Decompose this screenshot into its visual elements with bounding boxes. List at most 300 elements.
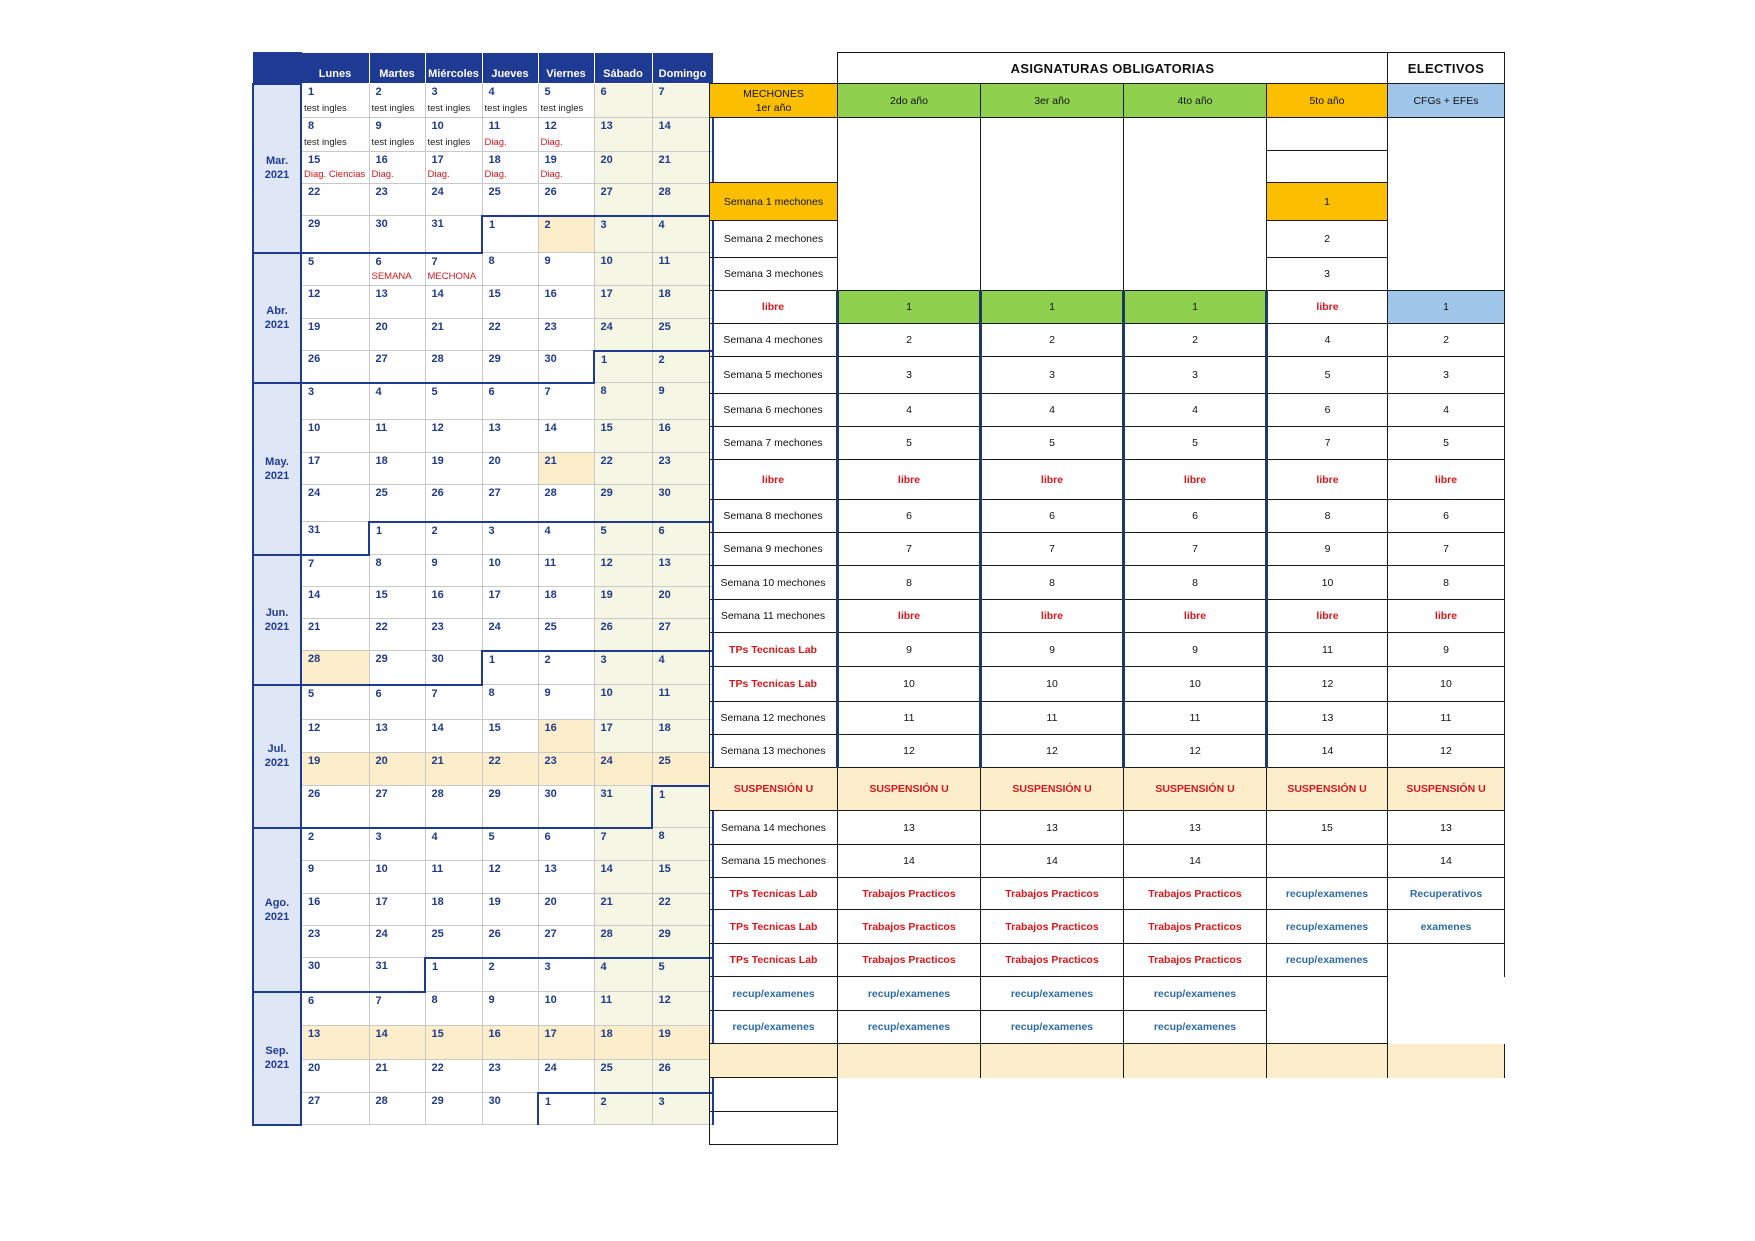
calendar-day bbox=[652, 1026, 713, 1060]
day-number: 7 bbox=[600, 830, 607, 843]
day-number: 20 bbox=[375, 321, 388, 333]
calendar-day bbox=[301, 351, 369, 383]
day-number: 21 bbox=[431, 755, 444, 767]
day-number: 23 bbox=[308, 928, 321, 940]
schedule-cell: recup/examenes bbox=[1267, 944, 1388, 977]
calendar-day bbox=[538, 926, 594, 958]
day-note: test ingles bbox=[304, 137, 347, 148]
day-number: 5 bbox=[308, 255, 315, 268]
year-header: CFGs + EFEs bbox=[1388, 84, 1505, 118]
calendar-day bbox=[652, 184, 713, 216]
day-number: 25 bbox=[658, 755, 671, 767]
calendar-day bbox=[594, 1060, 652, 1093]
day-number: 5 bbox=[431, 385, 438, 398]
calendar-day bbox=[652, 926, 713, 958]
calendar-day bbox=[652, 894, 713, 926]
weekday-header: Viernes bbox=[538, 53, 594, 84]
schedule-cell: 9 bbox=[1388, 633, 1505, 667]
day-number: 21 bbox=[431, 321, 444, 333]
day-number: 17 bbox=[308, 455, 321, 467]
group-obligatorias: ASIGNATURAS OBLIGATORIAS bbox=[838, 53, 1388, 84]
day-number: 16 bbox=[658, 422, 671, 434]
day-number: 18 bbox=[658, 722, 671, 734]
day-number: 31 bbox=[375, 960, 388, 972]
day-number: 28 bbox=[375, 1095, 388, 1107]
day-number: 6 bbox=[658, 524, 665, 537]
day-number: 22 bbox=[488, 755, 501, 767]
calendar-day bbox=[301, 485, 369, 522]
calendar-day bbox=[538, 1026, 594, 1060]
schedule-cell bbox=[981, 1044, 1124, 1078]
schedule-cell: Trabajos Practicos bbox=[838, 910, 981, 944]
calendar-day bbox=[538, 383, 594, 420]
calendar-day bbox=[594, 1093, 652, 1125]
calendar-day bbox=[369, 383, 425, 420]
schedule-cell: libre bbox=[1124, 460, 1267, 500]
schedule-cell: 5 bbox=[1388, 427, 1505, 460]
schedule-cell: Semana 10 mechones bbox=[710, 566, 838, 600]
calendar-day bbox=[652, 992, 713, 1026]
calendar-day bbox=[482, 685, 538, 720]
schedule-cell: 13 bbox=[1124, 811, 1267, 845]
schedule-cell: SUSPENSIÓN U bbox=[710, 768, 838, 811]
day-number: 16 bbox=[431, 589, 444, 601]
day-number: 3 bbox=[600, 653, 607, 666]
calendar-day bbox=[301, 753, 369, 786]
calendar-day bbox=[594, 828, 652, 861]
day-number: 10 bbox=[600, 687, 613, 699]
weekday-header: Miércoles bbox=[425, 53, 482, 84]
schedule-cell bbox=[1267, 1078, 1388, 1112]
day-number: 2 bbox=[544, 653, 551, 666]
day-number: 30 bbox=[544, 353, 557, 365]
calendar-day bbox=[369, 522, 425, 555]
schedule-cell: recup/examenes bbox=[981, 977, 1124, 1011]
calendar-day bbox=[369, 420, 425, 453]
schedule-cell: recup/examenes bbox=[710, 977, 838, 1011]
day-number: 1 bbox=[545, 1095, 552, 1108]
calendar-day bbox=[652, 587, 713, 619]
day-number: 26 bbox=[488, 928, 501, 940]
schedule-cell bbox=[1388, 118, 1505, 151]
schedule-cell bbox=[1124, 221, 1267, 258]
calendar-day bbox=[301, 619, 369, 651]
day-number: 22 bbox=[431, 1062, 444, 1074]
day-number: 19 bbox=[544, 154, 557, 166]
day-number: 29 bbox=[488, 353, 501, 365]
schedule-cell: libre bbox=[838, 600, 981, 633]
calendar-day bbox=[425, 522, 482, 555]
day-note: Diag. bbox=[540, 137, 563, 148]
day-number: 21 bbox=[600, 896, 613, 908]
day-note: Diag. bbox=[484, 137, 507, 148]
schedule-cell: 9 bbox=[1267, 533, 1388, 566]
day-number: 10 bbox=[431, 120, 444, 132]
calendar-day bbox=[482, 1026, 538, 1060]
calendar-day bbox=[594, 253, 652, 286]
calendar-day bbox=[538, 1093, 594, 1125]
calendar-day bbox=[538, 485, 594, 522]
calendar-day bbox=[425, 958, 482, 992]
calendar-day bbox=[594, 351, 652, 383]
schedule-cell: Semana 1 mechones bbox=[710, 183, 838, 221]
day-number: 11 bbox=[431, 863, 444, 875]
calendar-day bbox=[594, 383, 652, 420]
calendar-day bbox=[369, 992, 425, 1026]
calendar-day bbox=[425, 253, 482, 286]
schedule-cell bbox=[1388, 183, 1505, 221]
calendar-day bbox=[369, 685, 425, 720]
day-number: 9 bbox=[658, 385, 665, 397]
calendar-day bbox=[652, 319, 713, 351]
day-number: 24 bbox=[600, 321, 613, 333]
calendar-day bbox=[594, 319, 652, 351]
calendar-day bbox=[369, 118, 425, 152]
day-number: 30 bbox=[308, 960, 321, 972]
schedule-cell bbox=[710, 1044, 838, 1078]
schedule-cell: libre bbox=[981, 460, 1124, 500]
schedule-cell: 8 bbox=[838, 566, 981, 600]
schedule-cell: 2 bbox=[1388, 324, 1505, 357]
calendar-day bbox=[369, 720, 425, 753]
day-number: 24 bbox=[544, 1062, 557, 1074]
schedule-cell: Recuperativos bbox=[1388, 878, 1505, 910]
schedule-cell: 2 bbox=[838, 324, 981, 357]
day-number: 10 bbox=[488, 557, 501, 569]
schedule-cell bbox=[981, 1078, 1124, 1112]
day-number: 8 bbox=[488, 255, 495, 267]
day-number: 10 bbox=[544, 994, 557, 1006]
schedule-cell bbox=[1267, 151, 1388, 183]
day-number: 5 bbox=[544, 86, 551, 98]
day-number: 12 bbox=[600, 557, 613, 569]
day-number: 24 bbox=[488, 621, 501, 633]
day-number: 13 bbox=[600, 120, 613, 132]
schedule-cell: Trabajos Practicos bbox=[1124, 878, 1267, 910]
day-number: 8 bbox=[431, 994, 438, 1006]
schedule-cell: libre bbox=[838, 460, 981, 500]
day-number: 20 bbox=[308, 1062, 321, 1074]
calendar-day bbox=[538, 992, 594, 1026]
schedule-cell: Semana 14 mechones bbox=[710, 811, 838, 845]
day-number: 6 bbox=[375, 255, 382, 268]
schedule-cell bbox=[981, 221, 1124, 258]
calendar-day bbox=[425, 152, 482, 184]
calendar-day bbox=[594, 958, 652, 992]
calendar-day bbox=[301, 1060, 369, 1093]
calendar-day bbox=[482, 184, 538, 216]
day-number: 27 bbox=[308, 1095, 321, 1107]
schedule-cell bbox=[981, 183, 1124, 221]
schedule-cell: 13 bbox=[838, 811, 981, 845]
calendar-day bbox=[301, 861, 369, 894]
schedule-cell: libre bbox=[1267, 460, 1388, 500]
calendar-day bbox=[425, 555, 482, 587]
calendar-day bbox=[482, 420, 538, 453]
day-number: 2 bbox=[375, 86, 382, 98]
schedule-cell: Trabajos Practicos bbox=[1124, 944, 1267, 977]
day-number: 19 bbox=[431, 455, 444, 467]
day-number: 1 bbox=[659, 788, 666, 801]
day-number: 1 bbox=[432, 960, 439, 973]
schedule-cell bbox=[838, 1044, 981, 1078]
day-number: 1 bbox=[308, 86, 315, 98]
calendar-day bbox=[652, 786, 713, 828]
schedule-cell: libre bbox=[1267, 291, 1388, 324]
day-number: 21 bbox=[375, 1062, 388, 1074]
day-number: 2 bbox=[308, 830, 315, 843]
calendar-day bbox=[652, 118, 713, 152]
calendar-day bbox=[538, 253, 594, 286]
schedule-cell bbox=[710, 151, 838, 183]
schedule-cell: recup/examenes bbox=[710, 1011, 838, 1044]
day-number: 19 bbox=[600, 589, 613, 601]
day-number: 8 bbox=[600, 385, 607, 397]
day-number: 18 bbox=[431, 896, 444, 908]
calendar-day bbox=[482, 587, 538, 619]
schedule-cell: Trabajos Practicos bbox=[1124, 910, 1267, 944]
day-number: 23 bbox=[658, 455, 671, 467]
schedule-cell: TPs Tecnicas Lab bbox=[710, 667, 838, 702]
schedule-cell: 14 bbox=[838, 845, 981, 878]
schedule-cell: 4 bbox=[838, 394, 981, 427]
schedule-cell bbox=[1267, 977, 1388, 1011]
calendar-day bbox=[482, 522, 538, 555]
day-number: 9 bbox=[544, 687, 551, 699]
day-number: 18 bbox=[544, 589, 557, 601]
day-number: 2 bbox=[658, 353, 665, 366]
calendar-day bbox=[301, 152, 369, 184]
day-number: 3 bbox=[544, 960, 551, 973]
calendar-day bbox=[425, 619, 482, 651]
day-number: 12 bbox=[658, 994, 671, 1006]
day-number: 24 bbox=[375, 928, 388, 940]
schedule-cell: 4 bbox=[981, 394, 1124, 427]
day-number: 24 bbox=[431, 186, 444, 198]
calendar-day bbox=[482, 1060, 538, 1093]
day-number: 30 bbox=[431, 653, 444, 665]
schedule-cell: 1 bbox=[1388, 291, 1505, 324]
calendar-day bbox=[652, 861, 713, 894]
day-number: 13 bbox=[375, 722, 388, 734]
schedule-cell: Trabajos Practicos bbox=[981, 944, 1124, 977]
calendar-day bbox=[652, 420, 713, 453]
schedule-cell: 5 bbox=[1124, 427, 1267, 460]
day-number: 2 bbox=[544, 218, 551, 231]
day-number: 8 bbox=[308, 120, 315, 132]
calendar-day bbox=[301, 319, 369, 351]
calendar-day bbox=[425, 118, 482, 152]
schedule-cell: 7 bbox=[1267, 427, 1388, 460]
schedule-cell bbox=[1267, 845, 1388, 878]
day-number: 2 bbox=[488, 960, 495, 973]
calendar-day bbox=[652, 619, 713, 651]
month-label: Abr. 2021 bbox=[253, 253, 301, 383]
schedule-cell: Semana 11 mechones bbox=[710, 600, 838, 633]
calendar-day bbox=[482, 485, 538, 522]
schedule-cell: Semana 13 mechones bbox=[710, 735, 838, 768]
day-note: test ingles bbox=[371, 103, 415, 114]
day-number: 14 bbox=[544, 422, 557, 434]
day-number: 17 bbox=[488, 589, 501, 601]
schedule-cell: 7 bbox=[838, 533, 981, 566]
day-note: test ingles bbox=[371, 137, 415, 148]
calendar-day bbox=[301, 992, 369, 1026]
calendar-day bbox=[369, 84, 425, 118]
month-label: Ago. 2021 bbox=[253, 828, 301, 992]
day-number: 10 bbox=[600, 255, 613, 267]
schedule-cell bbox=[838, 1078, 981, 1112]
schedule-cell: Semana 8 mechones bbox=[710, 500, 838, 533]
calendar-day bbox=[425, 828, 482, 861]
schedule-cell: 2 bbox=[981, 324, 1124, 357]
calendar-day bbox=[482, 992, 538, 1026]
schedule-cell: 11 bbox=[1124, 702, 1267, 735]
calendar-day bbox=[301, 453, 369, 485]
schedule-cell: TPs Tecnicas Lab bbox=[710, 633, 838, 667]
day-number: 26 bbox=[544, 186, 557, 198]
day-number: 16 bbox=[544, 288, 557, 300]
schedule-cell: 14 bbox=[1124, 845, 1267, 878]
day-note: MECHONA bbox=[427, 271, 477, 282]
calendar-day bbox=[301, 1026, 369, 1060]
schedule-cell: libre bbox=[710, 460, 838, 500]
day-number: 7 bbox=[544, 385, 551, 398]
day-number: 22 bbox=[375, 621, 388, 633]
calendar-day bbox=[425, 1026, 482, 1060]
day-number: 15 bbox=[658, 863, 671, 875]
schedule-cell: 14 bbox=[1388, 845, 1505, 878]
calendar-day bbox=[482, 619, 538, 651]
day-note: SEMANA bbox=[371, 271, 412, 282]
day-number: 26 bbox=[431, 487, 444, 499]
calendar-day bbox=[482, 720, 538, 753]
day-number: 18 bbox=[600, 1028, 613, 1040]
calendar-day bbox=[425, 286, 482, 319]
calendar-day bbox=[538, 286, 594, 319]
schedule-cell: 10 bbox=[1124, 667, 1267, 702]
calendar-day bbox=[425, 216, 482, 253]
schedule-cell: libre bbox=[1388, 460, 1505, 500]
calendar-day bbox=[594, 753, 652, 786]
schedule-blank bbox=[710, 53, 838, 84]
day-number: 31 bbox=[308, 524, 321, 536]
schedule-cell: 14 bbox=[981, 845, 1124, 878]
calendar-day bbox=[652, 152, 713, 184]
day-number: 5 bbox=[600, 524, 607, 537]
calendar-day bbox=[369, 861, 425, 894]
day-note: Diag. bbox=[371, 169, 394, 180]
day-number: 14 bbox=[375, 1028, 388, 1040]
day-number: 17 bbox=[431, 154, 444, 166]
schedule-cell: 8 bbox=[1124, 566, 1267, 600]
calendar-day bbox=[482, 383, 538, 420]
day-number: 30 bbox=[658, 487, 671, 499]
calendar-day bbox=[594, 286, 652, 319]
calendar-day bbox=[538, 720, 594, 753]
schedule-cell bbox=[981, 118, 1124, 151]
day-number: 3 bbox=[488, 524, 495, 537]
day-number: 4 bbox=[488, 86, 495, 98]
calendar-day bbox=[652, 555, 713, 587]
day-number: 10 bbox=[308, 422, 321, 434]
day-number: 31 bbox=[600, 788, 613, 800]
day-number: 14 bbox=[308, 589, 321, 601]
calendar-day bbox=[594, 992, 652, 1026]
day-number: 26 bbox=[308, 353, 321, 365]
calendar-day bbox=[594, 1026, 652, 1060]
schedule-cell: 13 bbox=[1388, 811, 1505, 845]
day-number: 25 bbox=[488, 186, 501, 198]
day-number: 20 bbox=[658, 589, 671, 601]
day-number: 20 bbox=[544, 896, 557, 908]
calendar-day bbox=[538, 184, 594, 216]
schedule-cell: TPs Tecnicas Lab bbox=[710, 910, 838, 944]
schedule-cell: libre bbox=[1267, 600, 1388, 633]
day-number: 13 bbox=[658, 557, 671, 569]
day-number: 11 bbox=[488, 120, 501, 132]
day-number: 4 bbox=[658, 653, 665, 666]
calendar-day bbox=[301, 651, 369, 685]
calendar-day bbox=[482, 861, 538, 894]
day-number: 28 bbox=[308, 653, 321, 665]
day-number: 18 bbox=[375, 455, 388, 467]
calendar-day bbox=[301, 216, 369, 253]
calendar-day bbox=[594, 420, 652, 453]
calendar-day bbox=[369, 1093, 425, 1125]
calendar-day bbox=[369, 587, 425, 619]
calendar-day bbox=[482, 253, 538, 286]
day-number: 17 bbox=[375, 896, 388, 908]
calendar-day bbox=[482, 319, 538, 351]
calendar-day bbox=[538, 351, 594, 383]
calendar-day bbox=[425, 351, 482, 383]
calendar-day bbox=[538, 786, 594, 828]
day-note: test ingles bbox=[484, 103, 528, 114]
day-note: test ingles bbox=[540, 103, 584, 114]
day-number: 23 bbox=[375, 186, 388, 198]
day-number: 19 bbox=[658, 1028, 671, 1040]
day-note: Diag. bbox=[427, 169, 450, 180]
schedule-cell: 8 bbox=[1388, 566, 1505, 600]
schedule-cell: recup/examenes bbox=[838, 1011, 981, 1044]
day-number: 29 bbox=[375, 653, 388, 665]
day-number: 15 bbox=[488, 288, 501, 300]
schedule-cell: Semana 12 mechones bbox=[710, 702, 838, 735]
calendar-day bbox=[594, 152, 652, 184]
calendar-day bbox=[538, 216, 594, 253]
schedule-cell: 6 bbox=[981, 500, 1124, 533]
day-number: 14 bbox=[431, 722, 444, 734]
calendar-day bbox=[369, 319, 425, 351]
day-number: 9 bbox=[375, 120, 382, 132]
calendar-day bbox=[652, 720, 713, 753]
day-number: 4 bbox=[375, 385, 382, 398]
calendar-day bbox=[369, 351, 425, 383]
calendar-day bbox=[652, 1093, 713, 1125]
calendar-day bbox=[369, 828, 425, 861]
calendar-day bbox=[369, 894, 425, 926]
schedule-cell: Semana 7 mechones bbox=[710, 427, 838, 460]
day-number: 7 bbox=[375, 994, 382, 1007]
day-number: 8 bbox=[658, 830, 665, 842]
schedule-cell: recup/examenes bbox=[1124, 1011, 1267, 1044]
year-header: 5to año bbox=[1267, 84, 1388, 118]
day-note: test ingles bbox=[304, 103, 347, 114]
calendar-day bbox=[594, 720, 652, 753]
calendar-day bbox=[301, 184, 369, 216]
day-number: 25 bbox=[375, 487, 388, 499]
